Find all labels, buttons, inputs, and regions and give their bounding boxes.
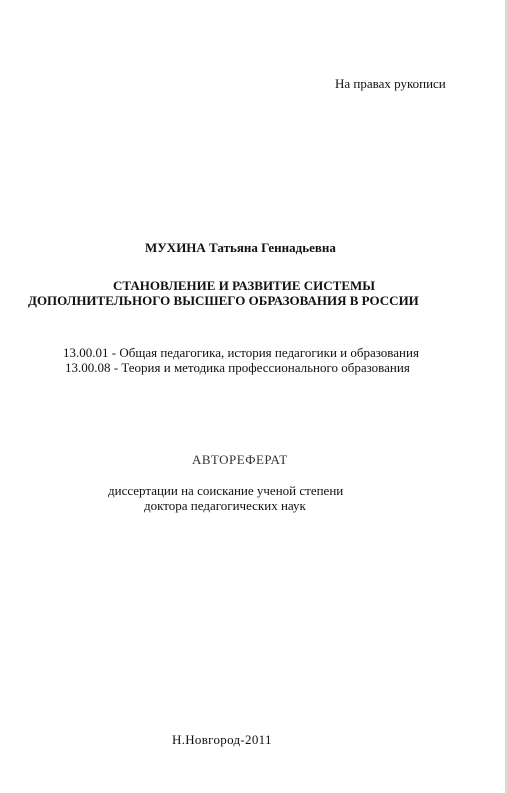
dissertation-line-2: доктора педагогических наук (144, 498, 306, 513)
rights-note: На правах рукописи (335, 76, 446, 91)
document-type: АВТОРЕФЕРАТ (192, 452, 288, 467)
title-line-2: ДОПОЛНИТЕЛЬНОГО ВЫСШЕГО ОБРАЗОВАНИЯ В РОССИИ (28, 293, 419, 308)
specialty-code-1: 13.00.01 - Общая педагогика, история педагогики и образования (63, 345, 419, 360)
dissertation-line-1: диссертации на соискание ученой степени (108, 483, 344, 498)
city-year: Н.Новгород-2011 (172, 732, 272, 747)
author-name: МУХИНА Татьяна Геннадьевна (145, 240, 336, 255)
specialty-code-2: 13.00.08 - Теория и методика профессионального образования (65, 360, 410, 375)
title-line-1: СТАНОВЛЕНИЕ И РАЗВИТИЕ СИСТЕМЫ (113, 278, 376, 293)
